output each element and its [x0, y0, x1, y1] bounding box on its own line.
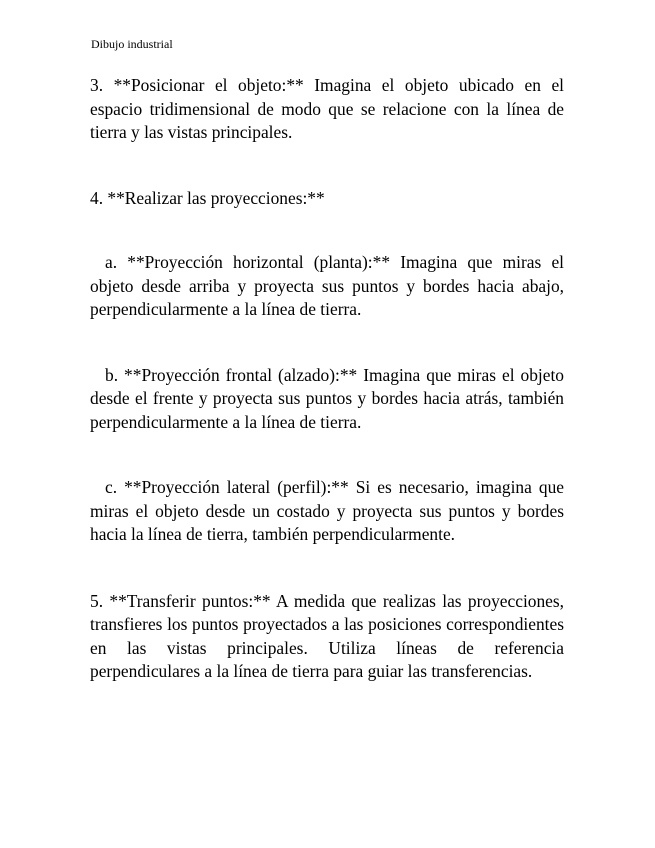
document-body — [90, 74, 564, 684]
paragraph-step-3: 3. **Posicionar el objeto:** Imagina el objeto ubicado en el espacio tridimensional de modo que se relacione con la línea de tierra y las vistas principales. — [90, 75, 564, 142]
paragraph-step-4b: b. **Proyección frontal (alzado):** Imagina que miras el objeto desde el frente y proyecta sus puntos y bordes hacia atrás, también perpendicularmente a la línea de tierra. — [90, 364, 564, 432]
paragraph-step-4a: a. **Proyección horizontal (planta):** Imagina que miras el objeto desde arriba y proyecta sus puntos y bordes hacia abajo, perpendicularmente a la línea de tierra. — [90, 252, 564, 319]
page-header: Dibujo industrial — [91, 37, 173, 51]
paragraph-step-5: 5. **Transferir puntos:** A medida que realizas las proyecciones, transfieres los puntos proyectados a las posiciones correspondientes en las vistas principales. Utiliza líneas de referencia perpendiculares a la línea de tierra para guiar las transferencias. — [90, 590, 564, 681]
paragraph-step-4: 4. **Realizar las proyecciones:** — [90, 187, 325, 208]
paragraph-step-4c: c. **Proyección lateral (perfil):** Si es necesario, imagina que miras el objeto desde un costado y proyecta sus puntos y bordes hacia la línea de tierra, también perpendicularmente. — [90, 477, 564, 544]
